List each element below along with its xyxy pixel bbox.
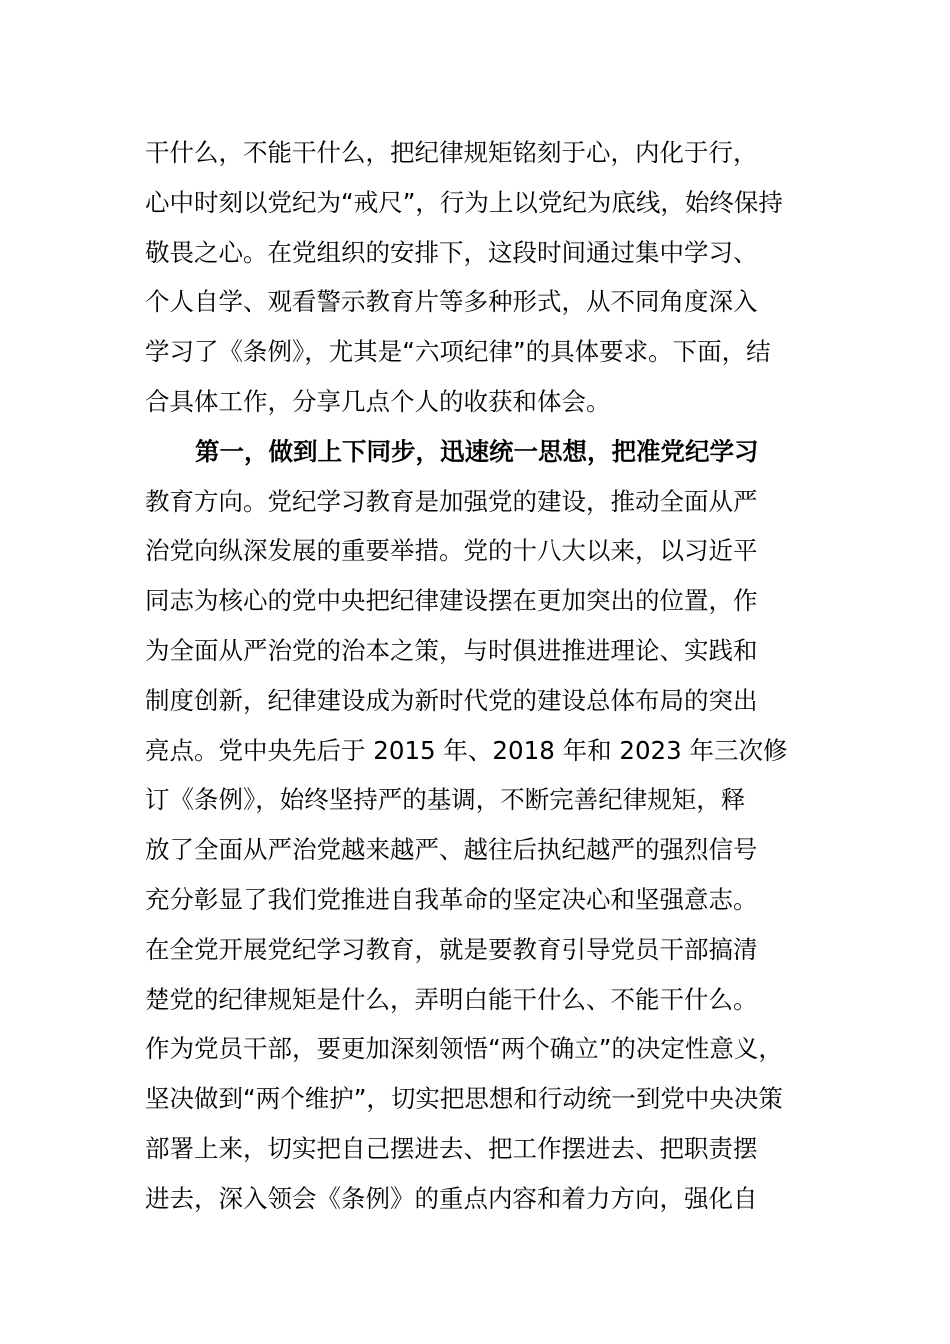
text-line: 教育方向。党纪学习教育是加强党的建设，推动全面从严: [145, 486, 758, 516]
text-line: 楚党的纪律规矩是什么，弄明白能干什么、不能干什么。: [145, 984, 758, 1014]
paragraph-2: [145, 427, 815, 1224]
text-line: 亮点。党中央先后于 2015 年、2018 年和 2023 年三次修: [145, 735, 788, 765]
paragraph-1: [145, 128, 815, 427]
text-line: 干什么，不能干什么，把纪律规矩铭刻于心，内化于行，: [145, 138, 758, 167]
text-line: 放了全面从严治党越来越严、越往后执纪越严的强烈信号: [145, 835, 758, 865]
text-line: 充分彰显了我们党推进自我革命的坚定决心和坚强意志。: [145, 884, 758, 914]
text-line: 进去，深入领会《条例》的重点内容和着力方向，强化自: [145, 1183, 758, 1213]
text-line: 敬畏之心。在党组织的安排下，这段时间通过集中学习、: [145, 237, 758, 267]
body-text: [145, 128, 815, 1224]
text-line: 坚决做到“两个维护”，切实把思想和行动统一到党中央决策: [145, 1084, 783, 1114]
text-line: 同志为核心的党中央把纪律建设摆在更加突出的位置，作: [145, 586, 758, 616]
text-line: 合具体工作，分享几点个人的收获和体会。: [145, 386, 611, 416]
section-heading: 第一，做到上下同步，迅速统一思想，把准党纪学习: [195, 436, 759, 466]
text-line: 个人自学、观看警示教育片等多种形式，从不同角度深入: [145, 287, 758, 317]
text-line: 部署上来，切实把自己摆进去、把工作摆进去、把职责摆: [145, 1133, 758, 1163]
text-line: 学习了《条例》，尤其是“六项纪律”的具体要求。下面，结: [145, 337, 771, 367]
text-line: 为全面从严治党的治本之策，与时俱进推进理论、实践和: [145, 635, 758, 665]
text-line: 制度创新，纪律建设成为新时代党的建设总体布局的突出: [145, 685, 758, 715]
text-line: 心中时刻以党纪为“戒尺”，行为上以党纪为底线，始终保持: [145, 187, 783, 217]
text-line: 在全党开展党纪学习教育，就是要教育引导党员干部搞清: [145, 934, 758, 964]
text-line: 作为党员干部，要更加深刻领悟“两个确立”的决定性意义，: [145, 1034, 783, 1064]
text-line: 治党向纵深发展的重要举措。党的十八大以来，以习近平: [145, 536, 758, 566]
text-line: 订《条例》，始终坚持严的基调，不断完善纪律规矩，释: [145, 785, 746, 815]
